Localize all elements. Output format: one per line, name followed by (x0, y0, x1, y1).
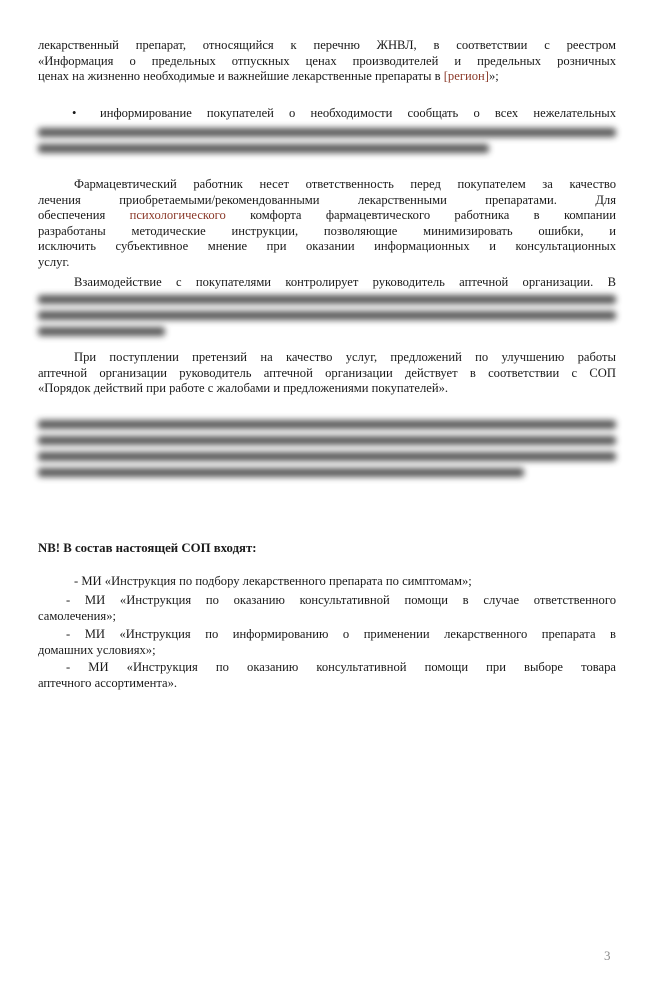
paragraph-2-line-6: услуг. (38, 254, 70, 269)
redacted-block-3 (38, 420, 616, 484)
nb-heading: NB! В состав настоящей СОП входят: (38, 541, 257, 555)
paragraph-2-line-5: исключить субъективное мнение при оказании информационных и консультационных (38, 239, 616, 254)
bullet-marker: • (72, 106, 77, 120)
paragraph-1-line-3 (38, 69, 616, 85)
paragraph-4-line-3: «Порядок действий при работе с жалобами и предложениями покупателей». (38, 381, 449, 396)
nb-item-2-line-1: - МИ «Инструкция по оказанию консультативной помощи в случае ответственного (66, 593, 616, 607)
paragraph-2-line-1: Фармацевтический работник несет ответственность перед покупателем за качество (74, 177, 616, 191)
paragraph-2-line-4: разработаны методические инструкции, позволяющие минимизировать ошибки, и (38, 223, 616, 238)
paragraph-1-line-1: лекарственный препарат, относящийся к перечню ЖНВЛ, в соответствии с реестром (38, 38, 616, 52)
region-placeholder: [регион] (443, 69, 489, 84)
nb-item-3 (38, 627, 616, 658)
nb-item-4-line-1: - МИ «Инструкция по оказанию консультативной помощи при выборе товара (66, 660, 616, 674)
nb-item-1-line-1: - МИ «Инструкция по подбору лекарственного препарата по симптомам»; (74, 574, 472, 588)
redacted-block-1 (38, 128, 616, 160)
bullet-item (38, 106, 616, 122)
psychological-highlight: психологического (129, 208, 226, 223)
paragraph-4-line-1: При поступлении претензий на качество услуг, предложений по улучшению работы (74, 350, 616, 364)
paragraph-2-line-3-text: обеспечения (38, 208, 130, 223)
paragraph-4-line-2: аптечной организации руководитель аптечной организации действует в соответствии с СОП (38, 365, 616, 380)
paragraph-2-line-3-end: комфорта фармацевтического работника в компании (225, 208, 616, 223)
page-number: 3 (604, 948, 611, 963)
paragraph-3-line-1: Взаимодействие с покупателями контролирует руководитель аптечной организации. В (74, 275, 616, 289)
bullet-text: информирование покупателей о необходимости сообщать о всех нежелательных (100, 106, 616, 120)
nb-item-4-line-2: аптечного ассортимента». (38, 675, 178, 690)
paragraph-4 (38, 350, 616, 397)
nb-item-3-line-1: - МИ «Инструкция по информированию о применении лекарственного препарата в (66, 627, 616, 641)
nb-item-3-line-2: домашних условиях»; (38, 642, 156, 657)
paragraph-1-line-3-text: ценах на жизненно необходимые и важнейшие лекарственные препараты в (38, 69, 444, 84)
paragraph-1-line-3-end: »; (488, 69, 499, 84)
paragraph-3 (38, 275, 616, 291)
nb-item-2 (38, 593, 616, 624)
nb-item-2-line-2: самолечения»; (38, 608, 116, 623)
nb-item-4 (38, 660, 616, 691)
paragraph-1 (38, 38, 616, 85)
paragraph-2-line-2: лечения приобретаемыми/рекомендованными лекарственными препаратами. Для (38, 192, 616, 207)
redacted-block-2 (38, 295, 616, 343)
paragraph-2-line-3 (38, 208, 616, 224)
nb-item-1 (38, 574, 616, 590)
paragraph-2 (38, 177, 616, 271)
paragraph-1-line-2: «Информация о предельных отпускных ценах производителей и предельных розничных (38, 53, 616, 68)
